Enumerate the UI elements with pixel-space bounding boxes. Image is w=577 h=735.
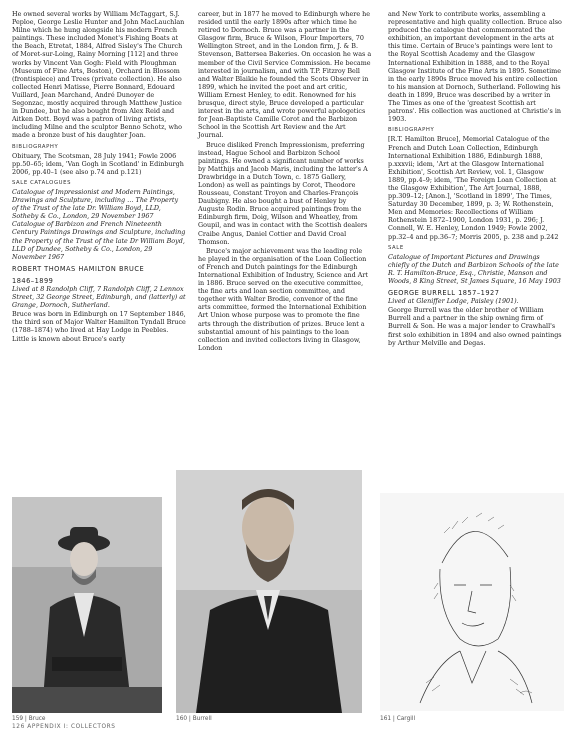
section-label: BIBLIOGRAPHY xyxy=(12,143,59,150)
portrait-illustration xyxy=(12,497,162,713)
sale-catalogue-text: Catalogue of Important Pictures and Drawings chiefly of the Dutch and Barbizon Schools of the late R. T. Hamilton-Bruce, Esq., Christie, Manson and Woods, 8 King Street, St James Square, 16 May 1903 xyxy=(388,252,561,285)
portrait-photo-bruce xyxy=(12,497,162,713)
sale-catalogue-text: Catalogue of Impressionist and Modern Paintings, Drawings and Sculpture, including … The Property of the Trust of the late Dr. William Boyd, LLD, Sotheby & Co., London, 29 November 1967 Catalogue of Barbizon and French Nineteenth Century Paintings Drawings and Sculpture, including the Property of the Trust of the late Dr William Boyd, LLD of Dundee, Sotheby & Co., London, 29 November 1967 xyxy=(12,187,186,261)
bibliography-text: [R.T. Hamilton Bruce], Memorial Catalogue of the French and Dutch Loan Collection, Edinburgh International Exhibition 1886, Edinburgh 1888, p.xxxvii; idem, 'Art at the Glasgow International Exhibition', Scottish Art Review, vol. 1, Glasgow 1889, pp.4–9; idem, 'The Foreign Loan Collection at the Glasgow Exhibition', The Art Journal, 1888, pp.309–12; [Anon.], 'Scotland in 1899', The Times, Saturday 30 December, 1899, p. 3; W. Rothenstein, Men and Memories: Recollections of William Rothenstein 1872–1900, London 1931, p. 296; J. Connell, W. E. Henley, London 1949; Fowle 2002, pp.32–4 and pp.36–7; Morris 2005, p. 238 and p.242 xyxy=(388,135,559,241)
portrait-illustration xyxy=(176,470,362,713)
paragraph: George Burrell was the older brother of William Burrell and a partner in the ship owning firm of Burrell & Son. He was a major lender to Crawhall's first solo exhibition in 1894 and also owned paintings by Arthur Melville and Degas. xyxy=(388,306,562,347)
caption: 161 | Cargill xyxy=(380,716,416,722)
caption: 160 | Burrell xyxy=(176,716,212,722)
caption: 159 | Bruce xyxy=(12,716,46,722)
portrait-sketch xyxy=(380,493,564,711)
paragraph: Bruce was born in Edinburgh on 17 September 1846, the third son of Major Walter Hamilton Tyndall Bruce (1788–1874) who lived at Hay Lodge in Peebles. Little is known about Bruce's early xyxy=(12,310,186,343)
text-column-1 xyxy=(12,10,186,344)
entry-dates: 1846–1899 xyxy=(12,276,54,285)
entry-name: ROBERT THOMAS HAMILTON BRUCE xyxy=(12,264,145,273)
page-footer: 126 APPENDIX I: COLLECTORS xyxy=(12,724,116,730)
entry-heading xyxy=(388,289,562,297)
paragraph: He owned several works by William McTaggart, S.J. Peploe, George Leslie Hunter and John MacLauchlan Milne which he hung alongside his modern French paintings. These included Monet's Fishing Boats at the Beach, Etretat, 1884, Alfred Sisley's The Church of Moret-sur-Loing, Rainy Morning [112] and three works by Vincent Van Gogh: Field with Ploughman (Museum of Fine Arts, Boston), Orchard in Blossom (frontispiece) and Trees (private collection). He also collected Henri Matisse, Pierre Bonnard, Edouard Vuillard, Jean Marchand, André Dunoyer de Segonzac, mostly acquired through Matthew Justice in Dundee, but he also bought from Alex Reid and Aitken Dott. Boyd was a patron of living artists, including Milne and the sculptor Benno Schotz, who made a bronze bust of his daughter Joan. xyxy=(12,10,185,140)
portrait-photo-burrell xyxy=(176,470,362,713)
paragraph: Bruce disliked French Impressionism, preferring instead, Hague School and Barbizon School paintings. He owned a significant number of works by Matthijs and Jacob Maris, including the latter's A Drawbridge in a Dutch Town, c. 1875 Gallery, London) as well as paintings by Corot, Theodore Rousseau, Constant Troyon and Charles-François Daubigny. He also bought a bust of Henley by Auguste Rodin. Bruce acquired paintings from the Edinburgh firm, Doig, Wilson and Wheatley, from Goupil, and was in contact with the Scottish dealers Craibe Angus, Daniel Cottier and David Croal Thomson. xyxy=(198,140,368,246)
portrait-drawing-cargill xyxy=(380,493,564,711)
entry-residence: Lived at 8 Randolph Cliff, 7 Randolph Cliff, 2 Lennox Street, 32 George Street, Edinburgh, and (latterly) at Grange, Dornoch, Sutherland. xyxy=(12,285,186,310)
text-column-3 xyxy=(388,10,562,348)
entry-name: GEORGE BURRELL xyxy=(388,289,456,298)
paragraph: and New York to contribute works, assembling a representative and high quality collection. Bruce also produced the catalogue that commemorated the exhibition, an important development in the arts at this time. Certain of Bruce's paintings were lent to the Royal Scottish Academy and the Glasgow International Exhibition in 1888, and to the Royal Glasgow Institute of the Fine Arts in 1895. Sometime in the early 1890s Bruce moved his entire collection to his mansion at Dornoch, Sutherland. Following his death in 1899, Bruce was described by a writer in The Times as one of the 'greatest Scottish art patrons'. His collection was auctioned at Christie's in 1903. xyxy=(388,10,562,124)
paragraph: career, but in 1877 he moved to Edinburgh where he resided until the early 1890s after which time he retired to Dornoch. Bruce was a partner in the Glasgow firm, Bruce & Wilson, Flour Importers, 70 Wellington Street, and in the London firm, J. & B. Stevenson, Battersea Bakeries. On occasion he was a member of the Civil Service Commission. He became interested in journalism, and with T.P. Fitzroy Bell and Walter Blaikie he founded the Scots Observer in 1899, which he invited the poet and art critic, William Ernest Henley, to edit. Renowned for his brusque, direct style, Bruce developed a particular interest in the arts, and wrote powerful apologetics for Jean-Baptiste Camille Corot and the Barbizon School in the Scottish Art Review and the Art Journal. xyxy=(198,10,372,140)
section-label: BIBLIOGRAPHY xyxy=(388,127,435,134)
text-column-2 xyxy=(198,10,372,353)
entry-dates: 1857–1927 xyxy=(458,289,500,298)
section-label: SALE xyxy=(388,244,404,251)
section-label: SALE CATALOGUES xyxy=(12,179,72,186)
bibliography-text: Obituary, The Scotsman, 28 July 1941; Fowle 2006 pp.50–65; idem, 'Van Gogh in Scotland' in Edinburgh 2006, pp.40–1 (see also p.74 and p.121) xyxy=(12,151,184,176)
paragraph: Bruce's major achievement was the leading role he played in the organisation of the Loan Collection of French and Dutch paintings for the Edinburgh International Exhibition of Industry, Science and Art in 1886. Bruce served on the executive committee, the fine arts and loan section committee, and together with Walter Brodie, convenor of the fine arts committee, formed the International Exhibition Art Union whose purpose was to promote the fine arts through the distribution of prizes. Bruce lent a substantial amount of his paintings to the loan collection and invited collectors living in Glasgow, London xyxy=(198,246,368,352)
entry-residence: Lived at Gleniffer Lodge, Paisley (1901). xyxy=(388,297,519,306)
